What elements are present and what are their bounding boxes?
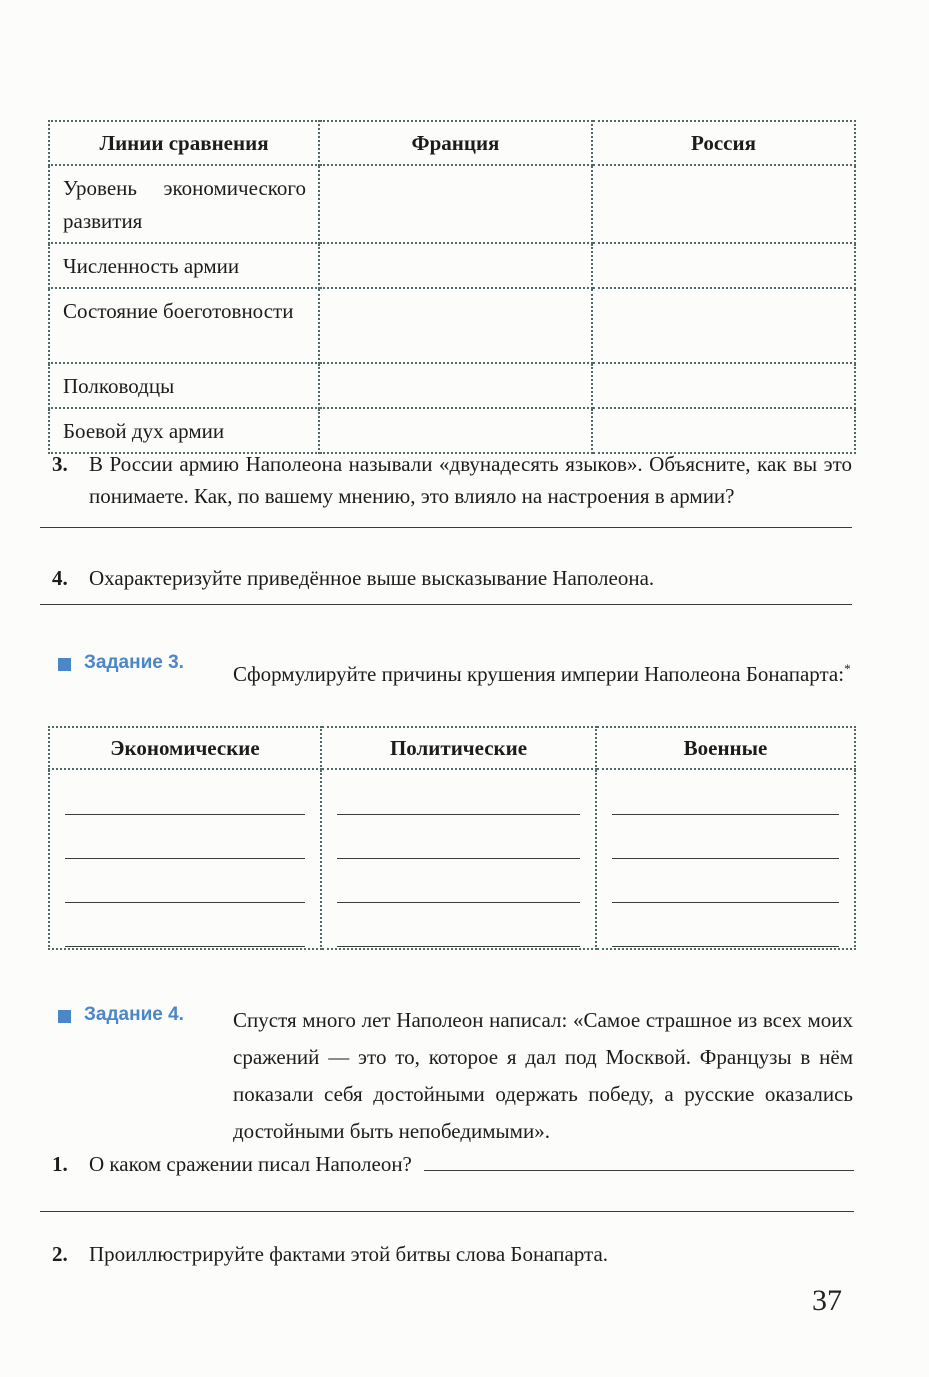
comparison-table-header-row	[49, 121, 855, 165]
empty-cell	[319, 288, 592, 363]
row-label-morale: Боевой дух армии	[49, 408, 319, 453]
header-russia: Россия	[592, 121, 855, 165]
question-2	[52, 1238, 854, 1270]
causes-cell-military	[596, 769, 855, 949]
empty-cell	[319, 165, 592, 243]
answer-line	[337, 903, 580, 947]
answer-line	[40, 527, 852, 528]
footnote-mark: *	[844, 661, 851, 676]
question-3	[52, 448, 852, 512]
task4-text: Спустя много лет Наполеон написал: «Самое страшное из всех моих сражений — это то, которое я дал под Москвой. Французы в нём показали себя достойными одержать победу, а русские оказались достойными быть непобедимыми».	[233, 1008, 853, 1143]
header-france: Франция	[319, 121, 592, 165]
page-number: 37	[812, 1284, 842, 1317]
question-number: 1.	[52, 1152, 68, 1176]
task-bullet-icon	[58, 1010, 71, 1023]
task3-text	[233, 650, 853, 693]
task3-text-body: Сформулируйте причины крушения империи Наполеона Бонапарта:	[233, 662, 845, 686]
causes-table-header-row	[49, 727, 855, 769]
answer-line	[65, 859, 305, 903]
header-economic: Экономические	[49, 727, 321, 769]
row-label-economy: Уровень экономического развития	[49, 165, 319, 243]
question-4	[52, 562, 852, 594]
task3-label: Задание 3.	[84, 652, 184, 673]
task-bullet-icon	[58, 658, 71, 671]
answer-line	[65, 903, 305, 947]
answer-line	[337, 771, 580, 815]
question-text: О каком сражении писал Наполеон?	[89, 1152, 412, 1176]
empty-cell	[319, 243, 592, 288]
header-comparison-lines: Линии сравнения	[49, 121, 319, 165]
table-row	[49, 288, 855, 363]
causes-table-body-row	[49, 769, 855, 949]
empty-cell	[592, 288, 855, 363]
comparison-table	[48, 120, 856, 454]
question-text: Проиллюстрируйте фактами этой битвы слова Бонапарта.	[89, 1242, 609, 1266]
question-text: Охарактеризуйте приведённое выше высказывание Наполеона.	[89, 566, 655, 590]
row-label-readiness: Состояние боеготовности	[49, 288, 319, 363]
row-label-commanders: Полководцы	[49, 363, 319, 408]
answer-line	[65, 815, 305, 859]
table-row	[49, 243, 855, 288]
causes-table	[48, 726, 856, 950]
row-label-army-size: Численность армии	[49, 243, 319, 288]
question-number: 2.	[52, 1242, 68, 1266]
causes-cell-political	[321, 769, 596, 949]
table-row	[49, 363, 855, 408]
table-row	[49, 165, 855, 243]
question-number: 4.	[52, 566, 68, 590]
empty-cell	[319, 363, 592, 408]
answer-line	[40, 1211, 854, 1212]
task4-label: Задание 4.	[84, 1004, 184, 1025]
answer-line	[612, 903, 839, 947]
causes-cell-economic	[49, 769, 321, 949]
answer-line	[612, 771, 839, 815]
question-1	[52, 1146, 854, 1180]
empty-cell	[592, 363, 855, 408]
empty-cell	[319, 408, 592, 453]
answer-line	[40, 604, 852, 605]
answer-line	[337, 815, 580, 859]
table-row	[49, 408, 855, 453]
question-number: 3.	[52, 452, 68, 476]
header-military: Военные	[596, 727, 855, 769]
answer-line	[337, 859, 580, 903]
empty-cell	[592, 243, 855, 288]
answer-line	[424, 1146, 854, 1171]
answer-line	[65, 771, 305, 815]
answer-line	[612, 815, 839, 859]
header-political: Политические	[321, 727, 596, 769]
answer-line	[612, 859, 839, 903]
question-text: В России армию Наполеона называли «двунадесять языков». Объясните, как вы это понимаете. Как, по вашему мнению, это влияло на настроения в армии?	[89, 452, 852, 508]
empty-cell	[592, 165, 855, 243]
empty-cell	[592, 408, 855, 453]
